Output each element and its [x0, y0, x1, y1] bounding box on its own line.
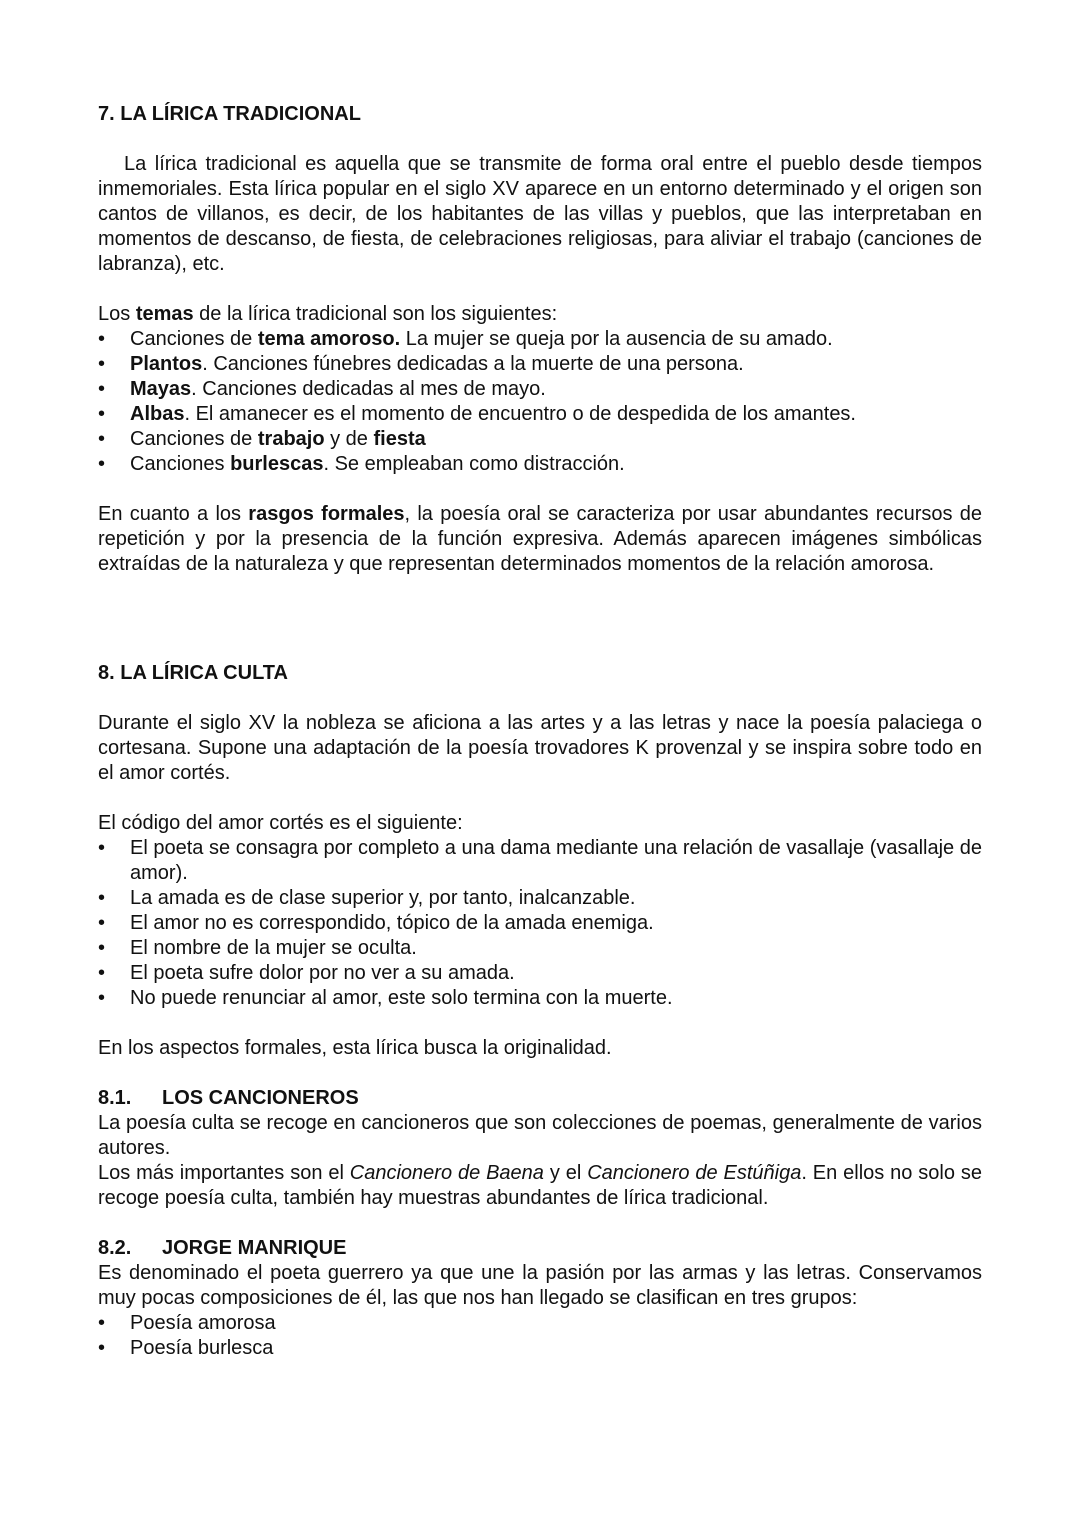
subsection-8-1-heading: 8.1. LOS CANCIONEROS — [98, 1087, 359, 1109]
list-item: • Plantos. Canciones fúnebres dedicadas a la muerte de una persona. — [98, 352, 982, 377]
temas-list — [98, 327, 982, 477]
list-item: • El poeta se consagra por completo a una dama mediante una relación de vasallaje (vasallaje de amor). — [98, 836, 982, 886]
list-item: • El amor no es correspondido, tópico de la amada enemiga. — [98, 911, 982, 936]
manrique-paragraph: Es denominado el poeta guerrero ya que une la pasión por las armas y las letras. Conservamos muy pocas composiciones de él, las que nos han llegado se clasifican en tres grupos: — [98, 1262, 982, 1309]
rasgos-formales-paragraph: En cuanto a los rasgos formales, la poesía oral se caracteriza por usar abundantes recursos de repetición y por la presencia de la función expresiva. Además aparecen imágenes simbólicas extraídas de la naturaleza y que representan determinados momentos de la relación amorosa. — [98, 503, 982, 575]
section-8-intro: Durante el siglo XV la nobleza se aficiona a las artes y a las letras y nace la poesía palaciega o cortesana. Supone una adaptación de la poesía trovadores K provenzal y se inspira sobre todo en el amor cortés. — [98, 712, 982, 784]
subsection-8-2-heading: 8.2. JORGE MANRIQUE — [98, 1237, 347, 1259]
codigo-list — [98, 836, 982, 1011]
temas-intro: Los temas de la lírica tradicional son los siguientes: — [98, 303, 558, 325]
manrique-list — [98, 1311, 982, 1361]
list-item: • Mayas. Canciones dedicadas al mes de mayo. — [98, 377, 982, 402]
aspectos-formales: En los aspectos formales, esta lírica busca la originalidad. — [98, 1037, 612, 1059]
list-item: • No puede renunciar al amor, este solo termina con la muerte. — [98, 986, 982, 1011]
list-item: • Canciones de trabajo y de fiesta — [98, 427, 982, 452]
list-item: • La amada es de clase superior y, por tanto, inalcanzable. — [98, 886, 982, 911]
list-item: • Canciones burlescas. Se empleaban como distracción. — [98, 452, 982, 477]
list-item: • El poeta sufre dolor por no ver a su amada. — [98, 961, 982, 986]
section-7-heading: 7. LA LÍRICA TRADICIONAL — [98, 103, 361, 125]
document-page — [98, 102, 982, 1361]
list-item: • Albas. El amanecer es el momento de encuentro o de despedida de los amantes. — [98, 402, 982, 427]
section-7-intro: La lírica tradicional es aquella que se transmite de forma oral entre el pueblo desde tiempos inmemoriales. Esta lírica popular en el siglo XV aparece en un entorno determinado y el origen son cantos de villanos, es decir, de los habitantes de las villas y pueblos, que las interpretaban en momentos de descanso, de fiesta, de celebraciones religiosas, para aliviar el trabajo (canciones de labranza), etc. — [98, 153, 982, 275]
codigo-intro: El código del amor cortés es el siguiente: — [98, 812, 463, 834]
list-item: • Canciones de tema amoroso. La mujer se queja por la ausencia de su amado. — [98, 327, 982, 352]
list-item: • Poesía amorosa — [98, 1311, 982, 1336]
section-8-heading: 8. LA LÍRICA CULTA — [98, 662, 288, 684]
list-item: • Poesía burlesca — [98, 1336, 982, 1361]
cancioneros-paragraph-1: La poesía culta se recoge en cancioneros que son colecciones de poemas, generalmente de varios autores. — [98, 1112, 982, 1159]
cancioneros-paragraph-2: Los más importantes son el Cancionero de Baena y el Cancionero de Estúñiga. En ellos no solo se recoge poesía culta, también hay muestras abundantes de lírica tradicional. — [98, 1162, 983, 1209]
list-item: • El nombre de la mujer se oculta. — [98, 936, 982, 961]
